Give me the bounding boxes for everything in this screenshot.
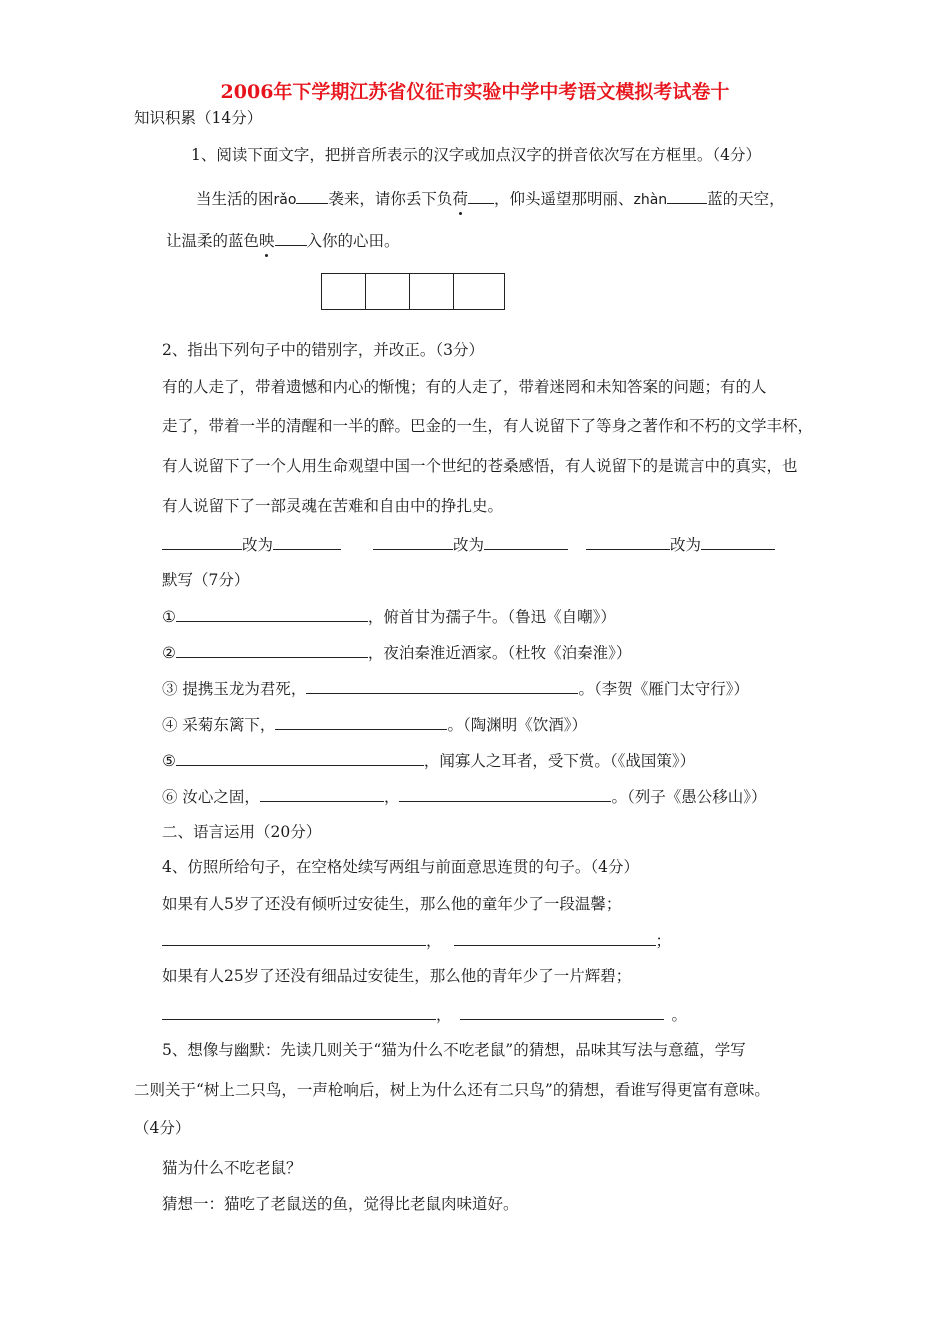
- q2-para-line3: 有人说留下了一个人用生命观望中国一个世纪的苍桑感悟，有人说留下的是谎言中的真实，也: [162, 457, 798, 475]
- q2-prompt: 2、指出下列句子中的错别字，并改正。（3分）: [162, 341, 484, 359]
- q4-answer-line-2: [162, 1004, 687, 1025]
- q4-sample-2: 如果有人25岁了还没有细品过安徒生，那么他的青年少了一片辉碧；: [162, 967, 632, 985]
- dotted-char-he: 荷: [452, 190, 468, 208]
- q1-line1-c: ，仰头遥望那明丽、: [493, 190, 634, 208]
- correct-char-blank-1[interactable]: [273, 534, 341, 550]
- dictation-blank-2[interactable]: [176, 642, 368, 658]
- q1-prompt: 1、阅读下面文字，把拼音所表示的汉字或加点汉字的拼音依次写在方框里。（4分）: [191, 146, 761, 164]
- q1-line2: [166, 230, 400, 251]
- item-5-number: ⑤: [162, 752, 176, 770]
- q4-sample-1: 如果有人5岁了还没有倾听过安徒生，那么他的童年少了一段温馨；: [162, 895, 622, 913]
- item-3-text-a: ③ 提携玉龙为君死，: [162, 680, 307, 698]
- item-1-text: ，俯首甘为孺子牛。（鲁迅《自嘲》）: [367, 608, 616, 626]
- item-4-text-b: 。（陶渊明《饮酒》）: [447, 716, 587, 734]
- q4-period: 。: [671, 1006, 688, 1024]
- q1-line2-b: 入你的心田。: [306, 232, 400, 250]
- q5-para-line3: （4分）: [134, 1119, 191, 1137]
- change-label-1: 改为: [242, 536, 274, 554]
- pinyin-zhan: zhàn: [633, 192, 668, 208]
- wrong-char-blank-2[interactable]: [373, 534, 453, 550]
- change-label-3: 改为: [670, 536, 702, 554]
- item-6-comma: ，: [383, 788, 400, 806]
- pinyin-rao: rǎo: [273, 192, 297, 208]
- correct-char-blank-3[interactable]: [701, 534, 775, 550]
- item-6-text-b: 。（列子《愚公移山》）: [611, 788, 767, 806]
- q5-para-line2: 二则关于“树上二只鸟，一声枪响后，树上为什么还有二只鸟”的猜想，看谁写得更富有意味。: [134, 1081, 770, 1099]
- section2-heading: 二、语言运用（20分）: [162, 823, 322, 841]
- blank-1[interactable]: [296, 188, 328, 204]
- imitation-blank-1a[interactable]: [162, 930, 426, 946]
- item-6-text-a: ⑥ 汝心之固，: [162, 788, 260, 806]
- item-2-number: ②: [162, 644, 176, 662]
- imitation-blank-1b[interactable]: [454, 930, 656, 946]
- item-2-text: ，夜泊秦淮近酒家。（杜牧《泊秦淮》）: [367, 644, 632, 662]
- imitation-blank-2a[interactable]: [162, 1004, 436, 1020]
- item-1-number: ①: [162, 608, 176, 626]
- answer-box-3[interactable]: [410, 274, 454, 309]
- answer-box-4[interactable]: [454, 274, 504, 309]
- dictation-item-6: [162, 786, 766, 807]
- q4-semicolon: ；: [655, 932, 672, 950]
- correct-char-blank-2[interactable]: [484, 534, 568, 550]
- answer-box-1[interactable]: [322, 274, 366, 309]
- dotted-char-ying: 映: [259, 232, 275, 250]
- dictation-blank-1[interactable]: [176, 606, 368, 622]
- section1-heading: 知识积累（14分）: [134, 109, 263, 127]
- blank-3[interactable]: [667, 188, 707, 204]
- q3-heading: 默写（7分）: [162, 571, 250, 589]
- dictation-blank-6a[interactable]: [260, 786, 384, 802]
- blank-4[interactable]: [275, 230, 307, 246]
- q5-para-line1: 5、想像与幽默：先读几则关于“猫为什么不吃老鼠”的猜想，品味其写法与意蕴，学写: [162, 1041, 746, 1059]
- dictation-item-2: [162, 642, 631, 663]
- change-label-2: 改为: [453, 536, 485, 554]
- q4-comma-1: ，: [426, 932, 442, 950]
- dictation-blank-3[interactable]: [306, 678, 578, 694]
- item-4-text-a: ④ 采菊东篱下，: [162, 716, 276, 734]
- q1-line1-a: 当生活的困: [196, 190, 274, 208]
- answer-box-2[interactable]: [366, 274, 410, 309]
- q2-para-line4: 有人说留下了一部灵魂在苦难和自由中的挣扎史。: [162, 497, 504, 515]
- answer-boxes: [321, 273, 505, 310]
- dictation-blank-5[interactable]: [176, 750, 424, 766]
- q2-para-line2: 走了，带着一半的清醒和一半的醉。巴金的一生，有人说留下了等身之著作和不朽的文学丰杯，: [162, 417, 814, 435]
- dictation-item-1: [162, 606, 616, 627]
- q1-line1-d: 蓝的天空，: [707, 190, 785, 208]
- q2-corrections: [162, 534, 775, 555]
- dictation-item-5: [162, 750, 695, 771]
- wrong-char-blank-1[interactable]: [162, 534, 242, 550]
- q1-line1-b: 袭来，请你丢下负: [328, 190, 453, 208]
- q5-question: 猫为什么不吃老鼠？: [162, 1159, 302, 1177]
- q2-para-line1: 有的人走了，带着遗憾和内心的惭愧；有的人走了，带着迷罔和未知答案的问题；有的人: [162, 378, 767, 396]
- q4-comma-2: ，: [436, 1006, 452, 1024]
- dictation-item-4: [162, 714, 587, 735]
- dictation-blank-6b[interactable]: [399, 786, 611, 802]
- blank-2[interactable]: [468, 188, 494, 204]
- exam-title: 2006年下学期江苏省仪征市实验中学中考语文模拟考试卷十: [220, 81, 730, 103]
- wrong-char-blank-3[interactable]: [586, 534, 670, 550]
- item-3-text-b: 。（李贺《雁门太守行》）: [578, 680, 749, 698]
- dictation-item-3: [162, 678, 749, 699]
- imitation-blank-2b[interactable]: [460, 1004, 664, 1020]
- q1-line1: [196, 188, 785, 210]
- item-5-text: ，闻寡人之耳者，受下赏。（《战国策》）: [423, 752, 696, 770]
- q1-line2-a: 让温柔的蓝色: [166, 232, 260, 250]
- q4-answer-line-1: [162, 930, 671, 951]
- q5-guess-1: 猜想一：猫吃了老鼠送的鱼，觉得比老鼠肉味道好。: [162, 1195, 519, 1213]
- dictation-blank-4[interactable]: [275, 714, 447, 730]
- q4-prompt: 4、仿照所给句子，在空格处续写两组与前面意思连贯的句子。（4分）: [162, 858, 639, 876]
